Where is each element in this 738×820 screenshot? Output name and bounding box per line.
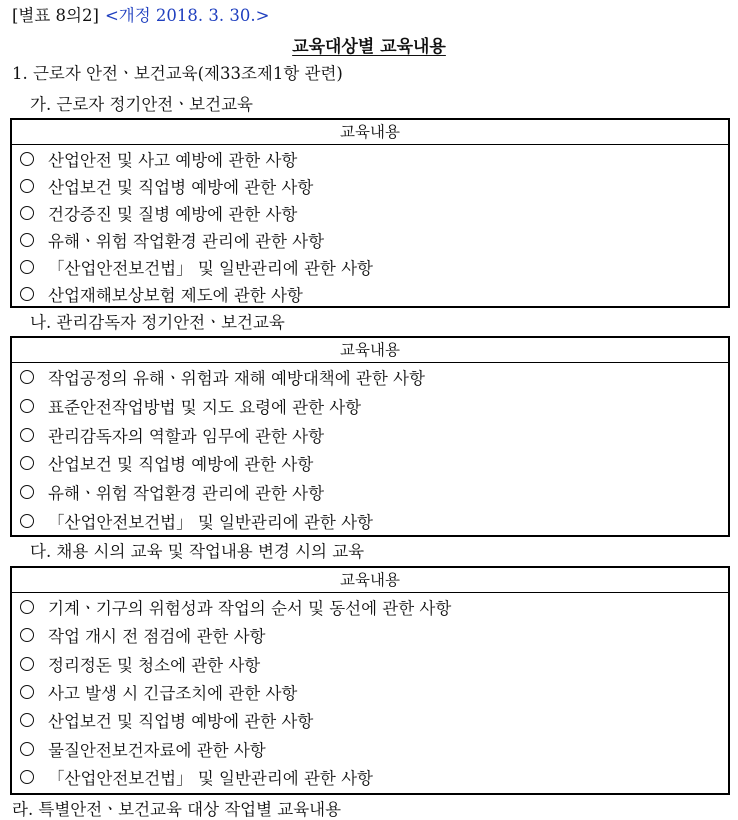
circle-bullet-icon — [20, 456, 34, 470]
annex-label — [12, 6, 269, 26]
list-item — [12, 678, 728, 706]
circle-bullet-icon — [20, 600, 34, 614]
circle-bullet-icon — [20, 152, 34, 166]
list-item-text: 물질안전보건자료에 관한 사항 — [48, 740, 266, 760]
circle-bullet-icon — [20, 628, 34, 642]
list-item-text: 표준안전작업방법 및 지도 요령에 관한 사항 — [48, 398, 362, 418]
circle-bullet-icon — [20, 179, 34, 193]
list-item — [12, 449, 728, 478]
list-item — [12, 593, 728, 621]
list-item-text: 기계ㆍ기구의 위험성과 작업의 순서 및 동선에 관한 사항 — [48, 599, 452, 619]
circle-bullet-icon — [20, 485, 34, 499]
subsection-heading-ra: 라. 특별안전ㆍ보건교육 대상 작업별 교육내용 — [12, 800, 342, 819]
list-item — [12, 763, 728, 791]
list-item-text: 산업보건 및 직업병 예방에 관한 사항 — [48, 455, 314, 475]
list-item-text: 유해ㆍ위험 작업환경 관리에 관한 사항 — [48, 231, 325, 251]
list-item — [12, 363, 728, 392]
list-item — [12, 392, 728, 421]
circle-bullet-icon — [20, 206, 34, 220]
list-item — [12, 650, 728, 678]
circle-bullet-icon — [20, 713, 34, 727]
circle-bullet-icon — [20, 514, 34, 528]
list-item-text: 작업공정의 유해ㆍ위험과 재해 예방대책에 관한 사항 — [48, 369, 425, 389]
list-item — [12, 280, 728, 307]
circle-bullet-icon — [20, 657, 34, 671]
table-column-header: 교육내용 — [12, 568, 728, 593]
list-item — [12, 478, 728, 507]
circle-bullet-icon — [20, 428, 34, 442]
circle-bullet-icon — [20, 399, 34, 413]
circle-bullet-icon — [20, 260, 34, 274]
table-column-header: 교육내용 — [12, 338, 728, 363]
list-item-text: 작업 개시 전 점검에 관한 사항 — [48, 627, 266, 647]
list-item-text: 산업안전 및 사고 예방에 관한 사항 — [48, 150, 298, 170]
document-title — [0, 36, 738, 58]
section-heading: 1. 근로자 안전ㆍ보건교육(제33조제1항 관련) — [12, 64, 343, 83]
list-item-text: 산업보건 및 직업병 예방에 관한 사항 — [48, 177, 314, 197]
subsection-heading-na: 나. 관리감독자 정기안전ㆍ보건교육 — [30, 313, 285, 332]
content-table-na — [10, 336, 730, 537]
circle-bullet-icon — [20, 685, 34, 699]
list-item-text: 「산업안전보건법」 및 일반관리에 관한 사항 — [48, 768, 373, 788]
list-item-text: 건강증진 및 질병 예방에 관한 사항 — [48, 204, 298, 224]
circle-bullet-icon — [20, 370, 34, 384]
subsection-heading-ga: 가. 근로자 정기안전ㆍ보건교육 — [30, 95, 253, 114]
circle-bullet-icon — [20, 770, 34, 784]
list-item — [12, 734, 728, 762]
list-item — [12, 226, 728, 253]
table-column-header: 교육내용 — [12, 120, 728, 145]
circle-bullet-icon — [20, 287, 34, 301]
list-item — [12, 706, 728, 734]
circle-bullet-icon — [20, 742, 34, 756]
content-table-da — [10, 566, 730, 795]
list-item-text: 사고 발생 시 긴급조치에 관한 사항 — [48, 684, 298, 704]
list-item — [12, 145, 728, 172]
list-item-text: 산업재해보상보험 제도에 관한 사항 — [48, 285, 303, 305]
list-item-text: 「산업안전보건법」 및 일반관리에 관한 사항 — [48, 258, 373, 278]
list-item-text: 정리정돈 및 청소에 관한 사항 — [48, 655, 261, 675]
list-item — [12, 506, 728, 535]
subsection-heading-da: 다. 채용 시의 교육 및 작업내용 변경 시의 교육 — [30, 542, 365, 561]
document-title-text: 교육대상별 교육내용 — [292, 37, 446, 57]
amendment-date: <개정 2018. 3. 30.> — [104, 6, 270, 25]
list-item — [12, 253, 728, 280]
list-item-text: 산업보건 및 직업병 예방에 관한 사항 — [48, 712, 314, 732]
circle-bullet-icon — [20, 233, 34, 247]
list-item — [12, 420, 728, 449]
list-item — [12, 621, 728, 649]
list-item — [12, 172, 728, 199]
list-item-text: 관리감독자의 역할과 임무에 관한 사항 — [48, 426, 325, 446]
annex-number: [별표 8의2] — [12, 6, 99, 25]
list-item-text: 「산업안전보건법」 및 일반관리에 관한 사항 — [48, 512, 373, 532]
list-item-text: 유해ㆍ위험 작업환경 관리에 관한 사항 — [48, 484, 325, 504]
list-item — [12, 199, 728, 226]
content-table-ga — [10, 118, 730, 308]
